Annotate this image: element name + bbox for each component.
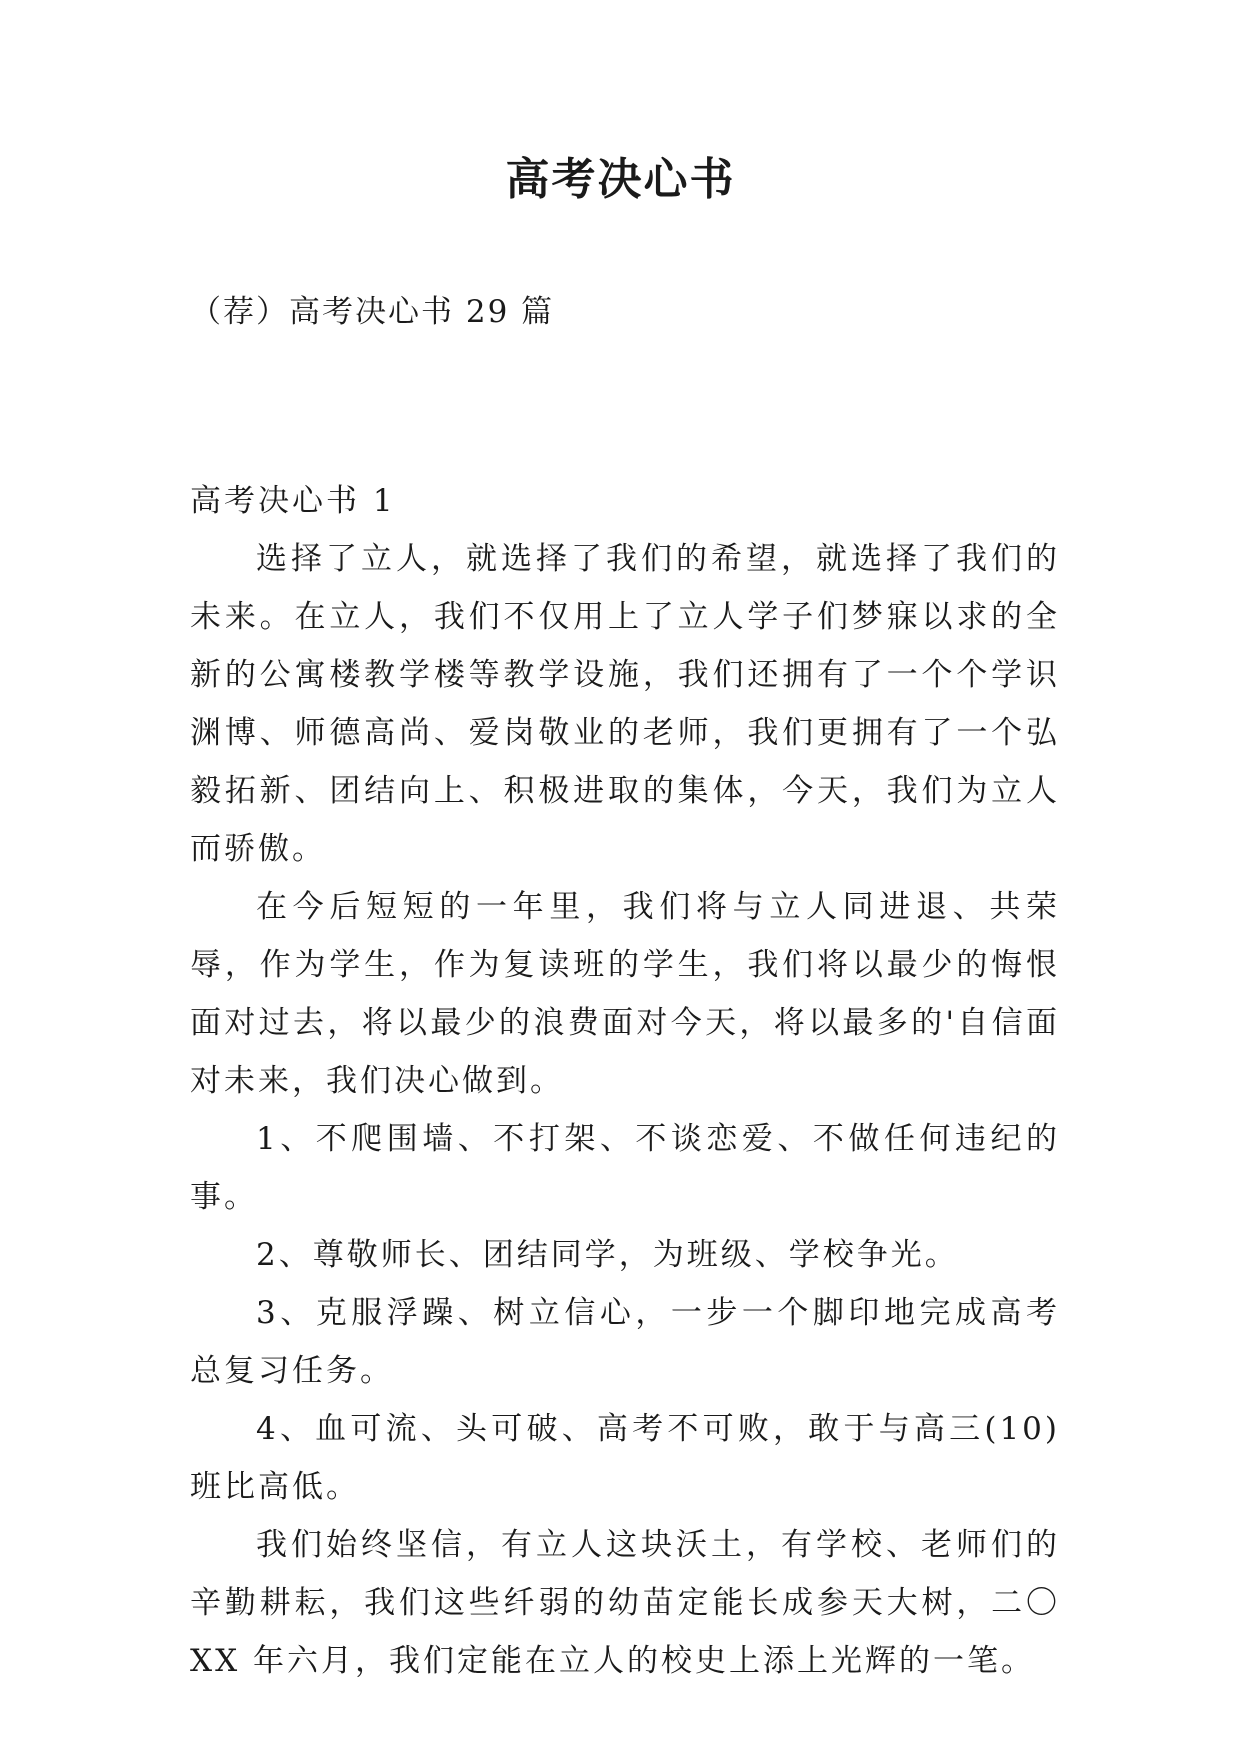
document-subtitle: （荐）高考决心书 29 篇: [190, 294, 555, 330]
document-body: [190, 472, 1060, 1690]
pledge-item-3: 3、克服浮躁、树立信心，一步一个脚印地完成高考总复习任务。: [190, 1295, 1060, 1389]
pledge-item-1: 1、不爬围墙、不打架、不谈恋爱、不做任何违纪的事。: [190, 1121, 1060, 1215]
section-heading: 高考决心书 1: [190, 483, 396, 519]
pledge-item-2: 2、尊敬师长、团结同学，为班级、学校争光。: [256, 1237, 959, 1273]
document-title: 高考决心书: [505, 154, 736, 205]
paragraph-pledge: 在今后短短的一年里，我们将与立人同进退、共荣辱，作为学生，作为复读班的学生，我们将以最少的悔恨面对过去，将以最少的浪费面对今天，将以最多的'自信面对未来，我们决心做到。: [190, 889, 1060, 1099]
paragraph-intro: 选择了立人，就选择了我们的希望，就选择了我们的未来。在立人，我们不仅用上了立人学子们梦寐以求的全新的公寓楼教学楼等教学设施，我们还拥有了一个个学识渊博、师德高尚、爱岗敬业的老师，我们更拥有了一个弘毅拓新、团结向上、积极进取的集体，今天，我们为立人而骄傲。: [190, 541, 1060, 867]
paragraph-conclusion: 我们始终坚信，有立人这块沃土，有学校、老师们的辛勤耕耘，我们这些纤弱的幼苗定能长成参天大树，二〇XX 年六月，我们定能在立人的校史上添上光辉的一笔。: [190, 1527, 1060, 1679]
pledge-item-4: 4、血可流、头可破、高考不可败，敢于与高三(10)班比高低。: [190, 1411, 1060, 1505]
